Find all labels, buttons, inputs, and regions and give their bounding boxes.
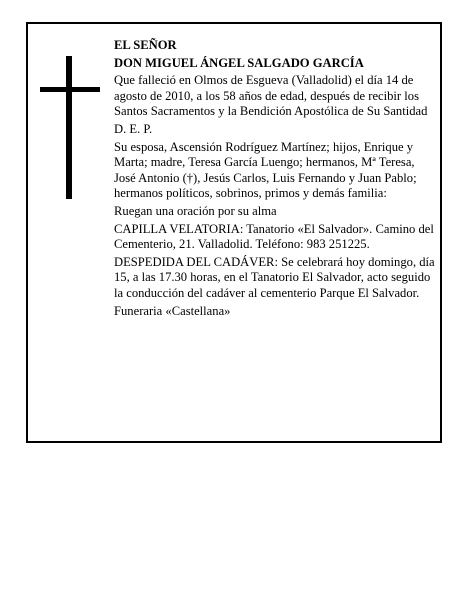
death-info: Que falleció en Olmos de Esgueva (Valladolid) el día 14 de agosto de 2010, a los 58 años de edad, después de recibir los Santos Sacramentos y la Bendición Apostólica de Su Santidad [114, 73, 428, 119]
rip-text: D. E. P. [114, 121, 153, 136]
cross-vertical-bar [66, 56, 72, 199]
prayer-request: Ruegan una oración por su alma [114, 203, 277, 218]
chapel-info: CAPILLA VELATORIA: Tanatorio «El Salvador». Camino del Cementerio, 21. Valladolid. Teléfono: 983 251225. [114, 221, 434, 252]
family-list: Su esposa, Ascensión Rodríguez Martínez; hijos, Enrique y Marta; madre, Teresa García Luengo; hermanos, Mª Teresa, José Antonio (†), Jesús Carlos, Luis Fernando y Juan Pablo; hermanos políticos, sobrinos, primos y demás familia: [114, 139, 417, 201]
notice-title: EL SEÑOR [114, 38, 177, 52]
farewell-info: DESPEDIDA DEL CADÁVER: Se celebrará hoy domingo, día 15, a las 17.30 horas, en el Tanatorio El Salvador, acto seguido la conducción del cadáver al cementerio Parque El Salvador. [114, 254, 435, 300]
cross-horizontal-bar [40, 87, 100, 92]
funeral-home: Funeraria «Castellana» [114, 303, 231, 318]
notice-text [114, 38, 436, 321]
obituary-notice [26, 22, 442, 443]
latin-cross-icon [40, 56, 100, 199]
deceased-name: DON MIGUEL ÁNGEL SALGADO GARCÍA [114, 55, 364, 70]
